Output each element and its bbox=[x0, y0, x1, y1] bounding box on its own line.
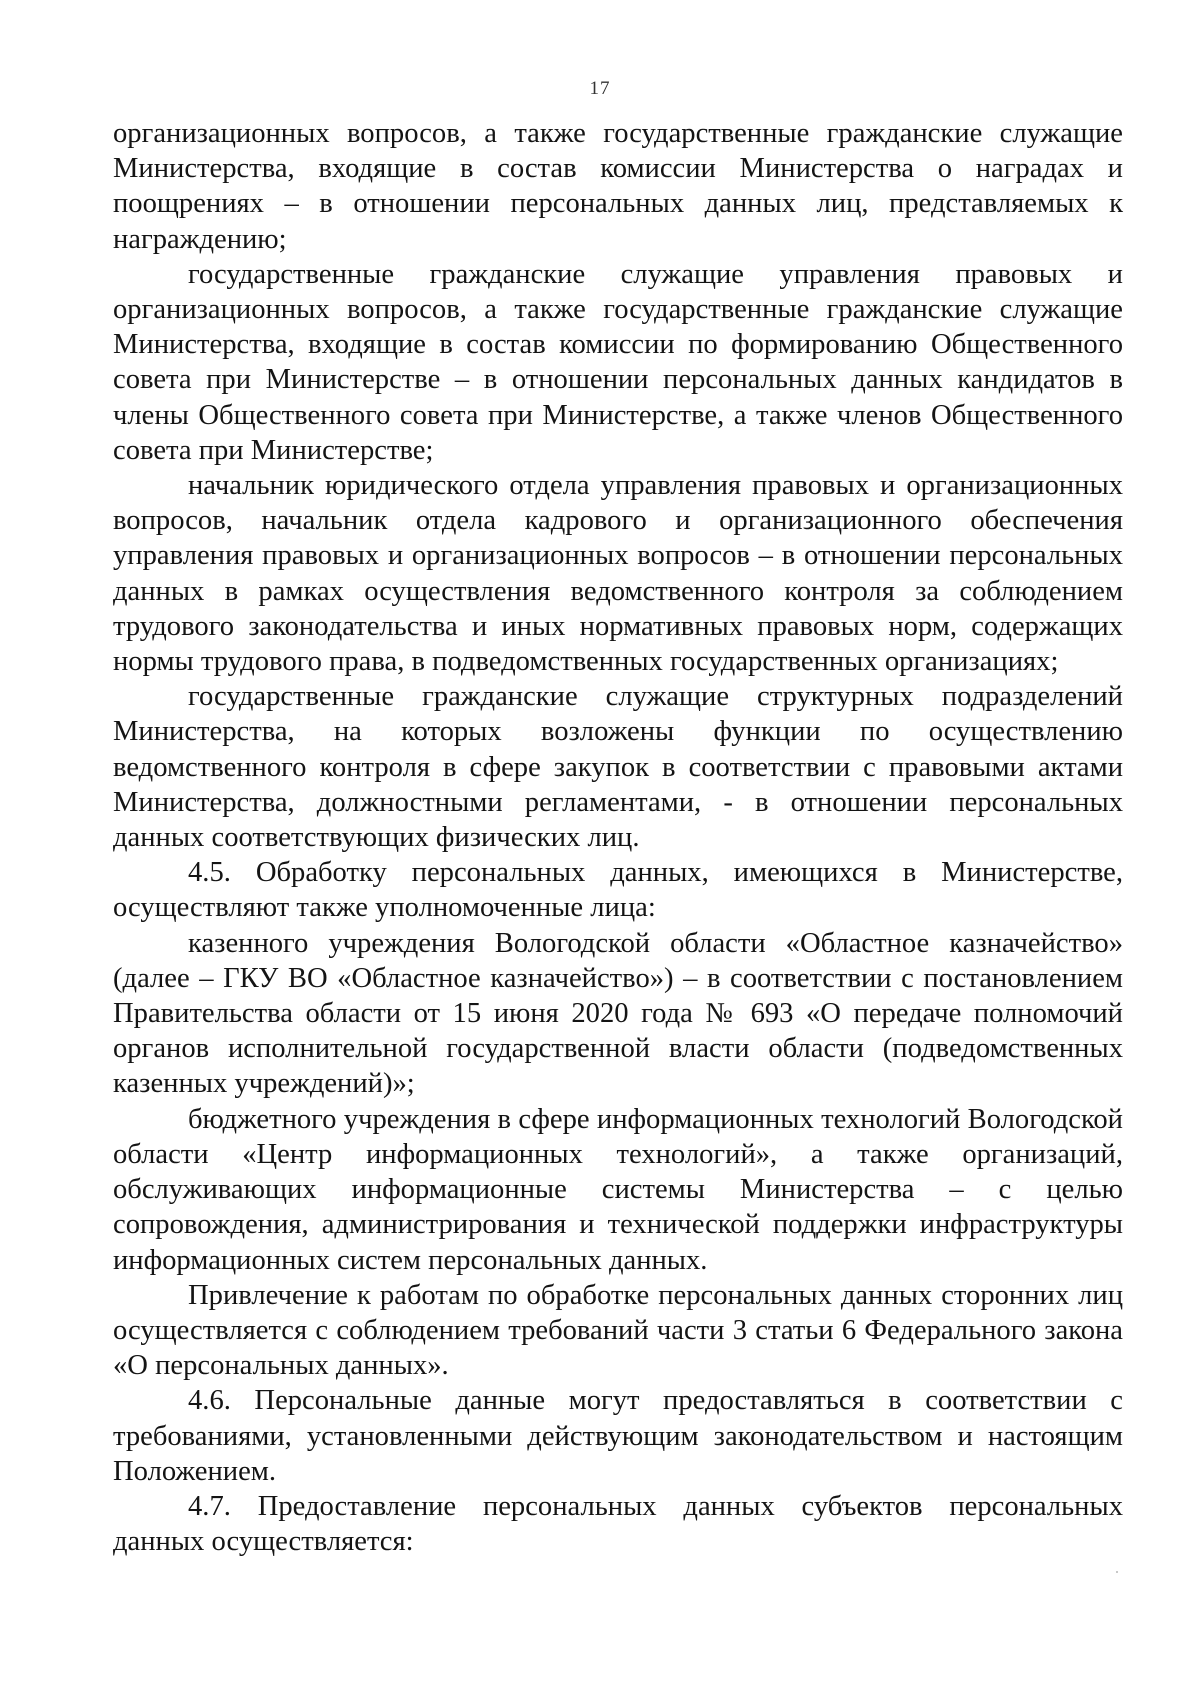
document-body bbox=[113, 116, 1123, 1559]
paragraph-legal-department-head: начальник юридического отдела управления правовых и организационных вопросов, начальник отдела кадрового и организационного обеспечения управления правовых и организационных вопросов – в отношении персональных данных в рамках осуществления ведомственного контроля за соблюдением трудового законодательства и иных нормативных правовых норм, содержащих нормы трудового права, в подведомственных государственных организациях; bbox=[113, 470, 1123, 678]
paragraph-4-5: 4.5. Обработку персональных данных, имеющихся в Министерстве, осуществляют также уполномоченные лица: bbox=[113, 857, 1123, 924]
paragraph-it-center: бюджетного учреждения в сфере информационных технологий Вологодской области «Центр информационных технологий», а также организаций, обслуживающих информационные системы Министерства – с целью сопровождения, администрирования и технической поддержки инфраструктуры информационных систем персональных данных. bbox=[113, 1103, 1123, 1276]
scan-speck bbox=[1116, 1571, 1118, 1573]
page-number: 17 bbox=[589, 78, 611, 99]
paragraph-continued: организационных вопросов, а также государственные гражданские служащие Министерства, входящие в состав комиссии Министерства о наградах и поощрениях – в отношении персональных данных лиц, представляемых к награждению; bbox=[113, 118, 1123, 255]
paragraph-treasury: казенного учреждения Вологодской области «Областное казначейство» (далее – ГКУ ВО «Областное казначейство») – в соответствии с постановлением Правительства области от 15 июня 2020 года № 693 «О передаче полномочий органов исполнительной государственной власти области (подведомственных казенных учреждений)»; bbox=[113, 927, 1123, 1100]
paragraph-legal-staff: государственные гражданские служащие управления правовых и организационных вопросов, а также государственные гражданские служащие Министерства, входящие в состав комиссии по формированию Общественного совета при Министерстве – в отношении персональных данных кандидатов в члены Общественного совета при Министерстве, а также членов Общественного совета при Министерстве; bbox=[113, 258, 1123, 466]
paragraph-procurement-control: государственные гражданские служащие структурных подразделений Министерства, на которых возложены функции по осуществлению ведомственного контроля в сфере закупок в соответствии с правовыми актами Министерства, должностными регламентами, - в отношении персональных данных соответствующих физических лиц. bbox=[113, 681, 1123, 854]
paragraph-4-7: 4.7. Предоставление персональных данных субъектов персональных данных осуществляется: bbox=[113, 1490, 1123, 1558]
paragraph-third-parties: Привлечение к работам по обработке персональных данных сторонних лиц осуществляется с соблюдением требований части 3 статьи 6 Федерального закона «О персональных данных». bbox=[113, 1279, 1123, 1382]
paragraph-4-6: 4.6. Персональные данные могут предоставляться в соответствии с требованиями, установленными действующим законодательством и настоящим Положением. bbox=[113, 1385, 1123, 1487]
